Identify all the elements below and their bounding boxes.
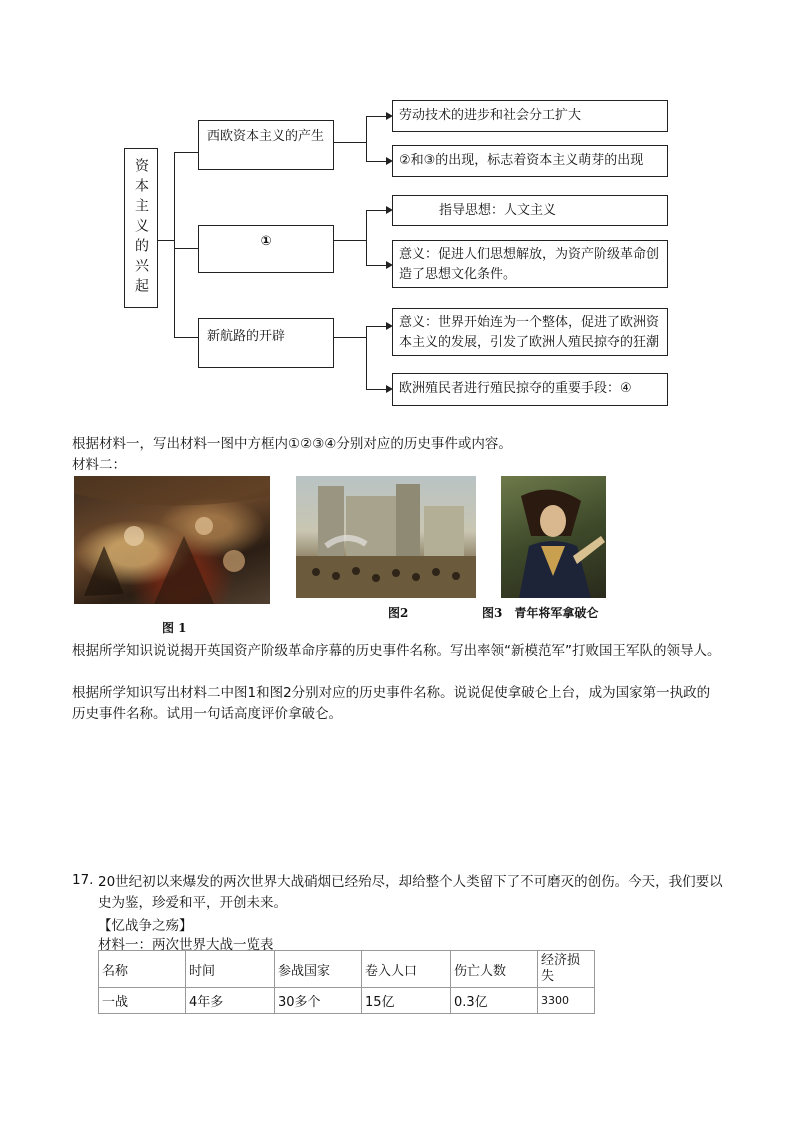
leaf-humanism [392,195,668,226]
section-war-memory: 【忆战争之殇】 [98,918,193,934]
figure-3-caption: 图3 青年将军拿破仑 [482,606,599,620]
figure-3-napoleon-painting [501,476,606,598]
table-header: 名称 [99,951,186,988]
table-cell: 0.3亿 [451,988,538,1014]
diagram-root: 资本主义的兴起 [124,148,158,308]
question-17-text: 20世纪初以来爆发的两次世界大战硝烟已经殆尽，却给整个人类留下了不可磨灭的创伤。今天，我们要以史为鉴，珍爱和平，开创未来。 [98,874,723,911]
table-cell: 4年多 [186,988,275,1014]
leaf-labor-technology-text: 劳动技术的进步和社会分工扩大 [399,108,582,123]
leaf-labor-technology [392,100,668,132]
leaf-renaissance-meaning [392,240,668,288]
branch-capitalism-origin-label: 西欧资本主义的产生 [207,129,325,144]
world-wars-table [98,950,595,1014]
table-header: 参战国家 [275,951,362,988]
table-header: 经济损失 [538,951,595,988]
question-napoleon: 根据所学知识写出材料二中图1和图2分别对应的历史事件名称。说说促使拿破仑上台，成为国家第一执政的历史事件名称。试用一句话高度评价拿破仑。 [72,685,711,722]
leaf-sea-route-meaning-text: 意义：世界开始连为一个整体，促进了欧洲资本主义的发展，引发了欧洲人殖民掠夺的狂潮 [399,315,660,350]
branch-blank-1-label: ① [260,234,272,249]
figure-1-battle-painting [74,476,270,604]
question-material1: 根据材料一，写出材料一图中方框内①②③④分别对应的历史事件或内容。 [72,436,512,452]
branch-blank-1 [198,225,334,273]
table-cell: 15亿 [362,988,451,1014]
question-english-revolution: 根据所学知识说说揭开英国资产阶级革命序幕的历史事件名称。写出率领“新模范军”打败国王军队的领导人。 [72,643,721,659]
table-header: 时间 [186,951,275,988]
leaf-capitalist-sprout-text: ②和③的出现，标志着资本主义萌芽的出现 [399,153,644,168]
question-17-number: 17. [72,872,94,888]
leaf-sea-route-meaning [392,308,668,356]
table-header: 卷入人口 [362,951,451,988]
table-header: 伤亡人数 [451,951,538,988]
branch-new-sea-route [198,318,334,368]
leaf-capitalist-sprout [392,145,668,177]
table-cell: 一战 [99,988,186,1014]
leaf-colonial-plunder [392,373,668,406]
material2-label: 材料二： [72,457,126,473]
table-row [99,988,595,1014]
leaf-colonial-plunder-text: 欧洲殖民者进行殖民掠夺的重要手段：④ [399,381,632,396]
table-cell: 3300 [538,988,595,1014]
table-header-row [99,951,595,988]
figure-2-bastille-painting [296,476,476,598]
leaf-renaissance-meaning-text: 意义：促进人们思想解放，为资产阶级革命创造了思想文化条件。 [399,247,660,282]
material1-label: 材料一：两次世界大战一览表 [98,937,274,953]
branch-new-sea-route-label: 新航路的开辟 [207,329,286,344]
figure-1-caption: 图 1 [162,621,187,635]
leaf-humanism-text: 指导思想：人文主义 [439,203,557,218]
table-cell: 30多个 [275,988,362,1014]
figure-2-caption: 图2 [388,606,409,620]
branch-capitalism-origin [198,120,334,170]
